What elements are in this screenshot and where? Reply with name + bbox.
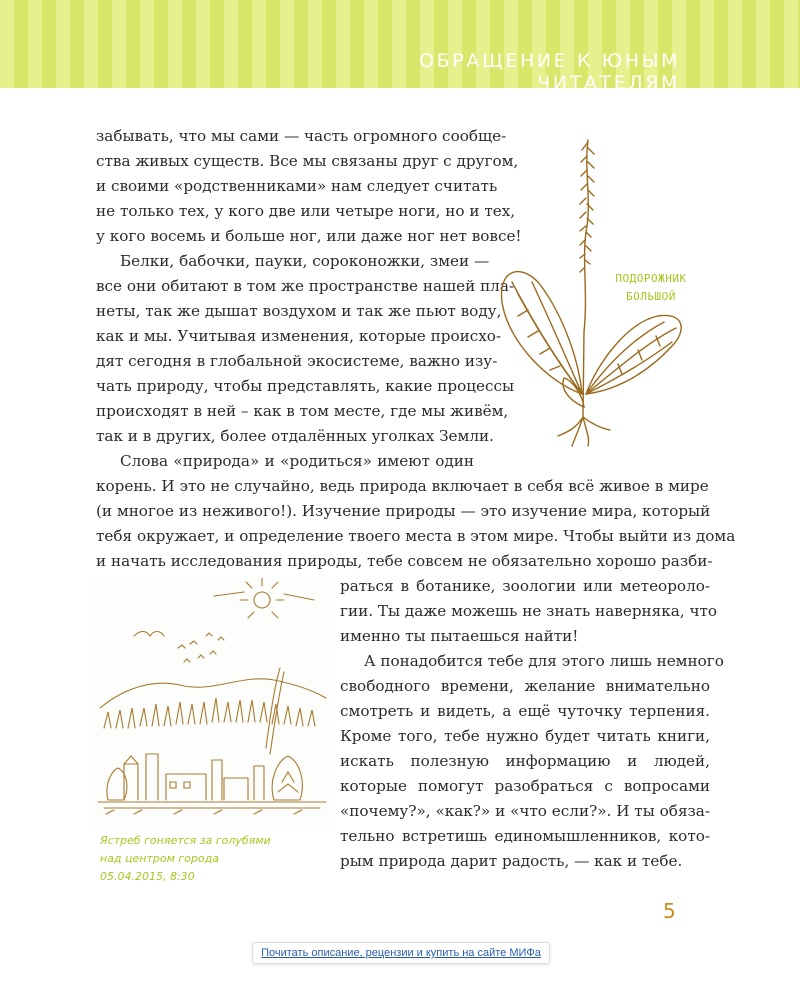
plant-label	[596, 270, 706, 306]
text-line: Кроме того, тебе нужно будет читать книги,	[340, 727, 710, 745]
text-line: тебя окружает, и определение твоего места в этом мире. Чтобы выйти из дома	[96, 527, 736, 545]
paragraph-3-right	[340, 574, 718, 649]
paragraph-3-start	[96, 449, 474, 474]
text-line: ства живых существ. Все мы связаны друг с другом,	[96, 152, 519, 170]
paragraph-3-full	[96, 474, 736, 574]
text-line: искать полезную информацию и людей,	[340, 752, 710, 770]
text-line: корень. И это не случайно, ведь природа включает в себя всё живое в мире	[96, 477, 709, 495]
text-line: именно ты пытаешься найти!	[340, 627, 579, 645]
caption-line: Ястреб гоняется за голубями	[100, 834, 271, 847]
text-line: А понадобится тебе для этого лишь немного	[364, 652, 724, 670]
text-line: (и многое из неживого!). Изучение природы — это изучение мира, который	[96, 502, 711, 520]
buy-book-link[interactable]: Почитать описание, рецензии и купить на сайте МИФа	[252, 942, 550, 964]
text-line: дят сегодня в глобальной экосистеме, важно изу-	[96, 352, 498, 370]
city-sketch-illustration	[94, 578, 330, 832]
text-line: забывать, что мы сами — часть огромного сообще-	[96, 127, 507, 145]
paragraph-2	[96, 249, 515, 449]
text-line: как и мы. Учитывая изменения, которые происхо-	[96, 327, 502, 345]
text-line: Слова «природа» и «родиться» имеют один	[120, 452, 474, 470]
text-line: чать природу, чтобы представлять, какие процессы	[96, 377, 515, 395]
page-number: 5	[663, 899, 676, 923]
text-line: и своими «родственниками» нам следует считать	[96, 177, 498, 195]
text-line: гии. Ты даже можешь не знать наверняка, что	[340, 602, 718, 620]
text-line: рым природа дарит радость, — как и тебе.	[340, 852, 683, 870]
text-line: не только тех, у кого две или четыре ноги, но и тех,	[96, 202, 516, 220]
plant-label-line2: БОЛЬШОЙ	[626, 290, 676, 303]
text-line: у кого восемь и больше ног, или даже ног нет вовсе!	[96, 227, 522, 245]
text-line: и начать исследования природы, тебе совсем не обязательно хорошо разби-	[96, 552, 713, 570]
text-line: все они обитают в том же пространстве нашей пла-	[96, 277, 515, 295]
text-line: неты, так же дышат воздухом и так же пьют воду,	[96, 302, 502, 320]
text-line: тельно встретишь единомышленников, кото-	[340, 827, 710, 845]
caption-date: 05.04.2015, 8:30	[100, 870, 195, 883]
plant-label-line1: ПОДОРОЖНИК	[615, 272, 687, 285]
caption-line: над центром города	[100, 852, 219, 865]
text-line: Белки, бабочки, пауки, сороконожки, змеи —	[120, 252, 490, 270]
text-line: смотреть и видеть, а ещё чуточку терпения.	[340, 702, 710, 720]
sketch-caption	[100, 832, 340, 886]
text-line: свободного времени, желание внимательно	[340, 677, 710, 695]
text-line: «почему?», «как?» и «что если?». И ты обяза-	[340, 802, 710, 820]
paragraph-4	[340, 649, 724, 874]
paragraph-1	[96, 124, 522, 249]
text-line: которые помогут разобраться с вопросами	[340, 777, 710, 795]
text-line: раться в ботанике, зоологии или метеороло-	[340, 577, 710, 595]
chapter-title: ОБРАЩЕНИЕ К ЮНЫМ ЧИТАТЕЛЯМ	[419, 50, 680, 94]
text-line: происходят в ней – как в том месте, где мы живём,	[96, 402, 509, 420]
text-line: так и в других, более отдалённых уголках Земли.	[96, 427, 494, 445]
